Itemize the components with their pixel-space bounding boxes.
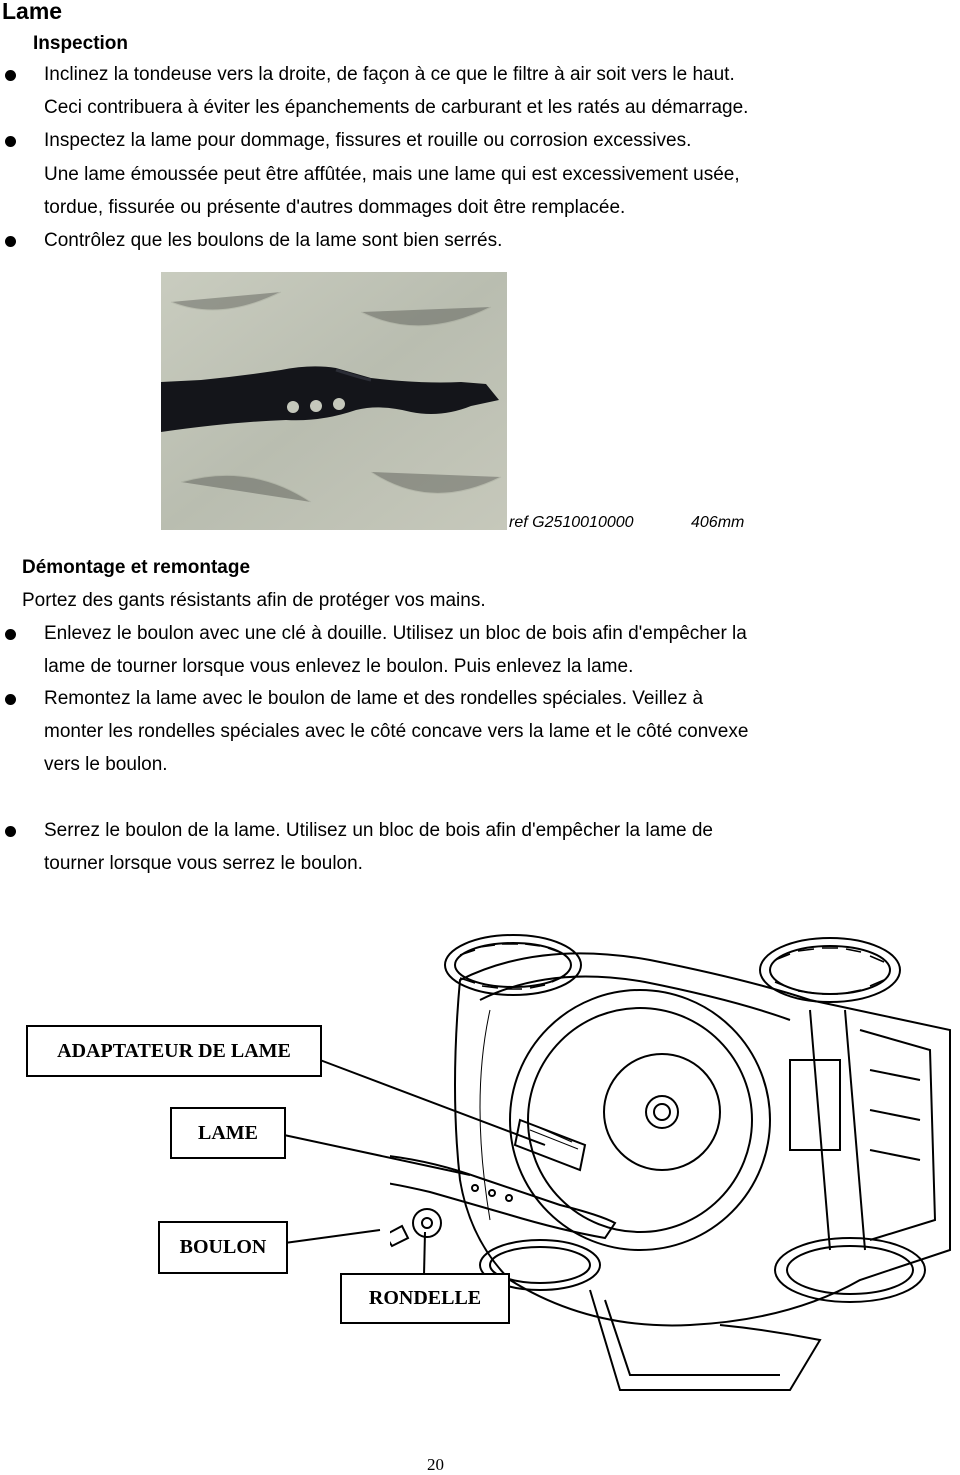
bullet [5,236,16,247]
assembly-line-3: Remontez la lame avec le boulon de lame et des rondelles spéciales. Veillez à [44,688,704,709]
inspection-line-5: tordue, fissurée ou présente d'autres dommages doit être remplacée. [44,197,626,218]
page-heading: Lame [2,0,63,24]
assembly-line-5: vers le boulon. [44,754,168,775]
photo-ref: ref G2510010000 [509,514,634,531]
assembly-line-2: lame de tourner lorsque vous enlevez le boulon. Puis enlevez la lame. [44,656,634,677]
inspection-line-3: Inspectez la lame pour dommage, fissures et rouille ou corrosion excessives. [44,130,692,151]
assembly-line-1: Enlevez le boulon avec une clé à douille. Utilisez un bloc de bois afin d'empêcher la [44,623,747,644]
assembly-line-4: monter les rondelles spéciales avec le côté concave vers la lame et le côté convexe [44,721,749,742]
bullet [5,826,16,837]
label-washer: RONDELLE [340,1273,510,1324]
blade-hole [310,400,322,412]
inspection-line-1: Inclinez la tondeuse vers la droite, de façon à ce que le filtre à air soit vers le haut. [44,64,735,85]
label-bolt: BOULON [158,1221,288,1274]
bullet [5,629,16,640]
bullet [5,136,16,147]
assembly-line-7: tourner lorsque vous serrez le boulon. [44,853,363,874]
label-blade-adapter: ADAPTATEUR DE LAME [26,1025,322,1077]
blade-photo [161,272,507,530]
inspection-line-4: Une lame émoussée peut être affûtée, mais une lame qui est excessivement usée, [44,164,740,185]
inspection-line-6: Contrôlez que les boulons de la lame sont bien serrés. [44,230,503,251]
label-blade: LAME [170,1107,286,1159]
assembly-title: Démontage et remontage [22,557,251,578]
assembly-line-6: Serrez le boulon de la lame. Utilisez un bloc de bois afin d'empêcher la lame de [44,820,713,841]
blade-hole [333,398,345,410]
bullet [5,70,16,81]
inspection-title: Inspection [33,33,129,54]
bullet [5,694,16,705]
assembly-intro: Portez des gants résistants afin de protéger vos mains. [22,590,486,611]
photo-size: 406mm [691,514,745,531]
inspection-line-2: Ceci contribuera à éviter les épanchements de carburant et les ratés au démarrage. [44,97,749,118]
page-number: 20 [427,1455,444,1474]
blade-hole [287,401,299,413]
